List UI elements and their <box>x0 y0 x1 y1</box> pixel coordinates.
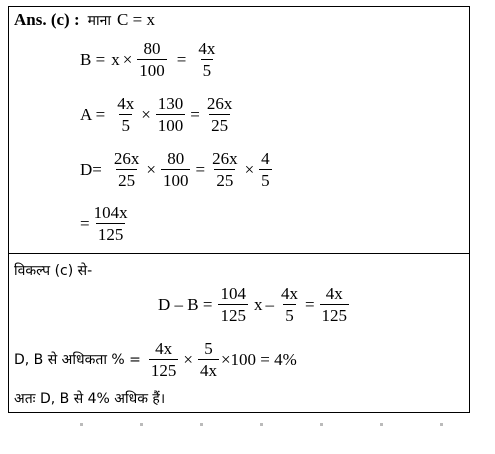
b-equals: = <box>176 49 187 69</box>
percent-equation <box>14 340 297 379</box>
db-fraction-2: $\frac{4x}{5}$ <box>280 284 298 325</box>
b-times: × <box>122 49 133 69</box>
db-lhs: D – B = <box>158 294 213 314</box>
db-equals: = <box>304 294 315 314</box>
scan-artifact <box>80 423 460 426</box>
db-x: x <box>253 294 263 314</box>
db-minus: – <box>265 294 274 314</box>
a-fraction-2: $\frac{130}{100}$ <box>157 94 184 135</box>
percent-times: × <box>183 349 193 369</box>
conclusion-text: अतः D, B से 4% अधिक हैं। <box>14 391 166 407</box>
a-fraction-1: $\frac{4x}{5}$ <box>117 94 135 135</box>
db-fraction-1: $\frac{104}{125}$ <box>220 284 246 325</box>
d-fraction-2: $\frac{80}{100}$ <box>162 149 189 190</box>
a-equation <box>80 95 236 134</box>
let-expression: C = x <box>117 10 155 29</box>
d-fraction-3: $\frac{26x}{25}$ <box>212 149 238 190</box>
answer-label: Ans. (c) : <box>14 10 80 29</box>
percent-fraction-1: $\frac{4x}{125}$ <box>150 339 177 380</box>
result-fraction: $\frac{104x}{125}$ <box>93 203 128 244</box>
option-text: विकल्प (c) से- <box>14 263 93 279</box>
b-lhs: B = <box>80 49 106 69</box>
b-fraction-2: $\frac{4x}{5}$ <box>198 39 216 80</box>
d-times-1: × <box>146 159 156 179</box>
option-line <box>14 261 92 280</box>
d-lhs: D= <box>80 159 102 179</box>
a-fraction-3: $\frac{26x}{25}$ <box>206 94 233 135</box>
percent-lhs: D, B से अधिकता % = <box>14 352 141 368</box>
a-lhs: A = <box>80 104 106 124</box>
d-fraction-1: $\frac{26x}{25}$ <box>113 149 140 190</box>
d-times-2: × <box>244 159 255 179</box>
conclusion-line <box>14 389 165 408</box>
b-equation <box>80 40 219 79</box>
a-equals: = <box>190 104 200 124</box>
a-times: × <box>141 104 151 124</box>
percent-rest: ×100 = 4% <box>220 349 297 369</box>
b-fraction-1: $\frac{80}{100}$ <box>139 39 165 80</box>
d-fraction-4: $\frac{4}{5}$ <box>261 149 270 190</box>
let-word: माना <box>87 12 112 29</box>
db-equation <box>158 285 351 324</box>
b-x: x <box>111 49 120 69</box>
d-equation <box>80 150 274 189</box>
percent-fraction-2: $\frac{5}{4x}$ <box>199 339 217 380</box>
result-equals: = <box>80 213 90 233</box>
d-equals: = <box>195 159 206 179</box>
db-fraction-3: $\frac{4x}{125}$ <box>321 284 348 325</box>
box-divider <box>8 253 470 254</box>
result-equation <box>80 204 132 243</box>
answer-heading <box>14 10 155 30</box>
